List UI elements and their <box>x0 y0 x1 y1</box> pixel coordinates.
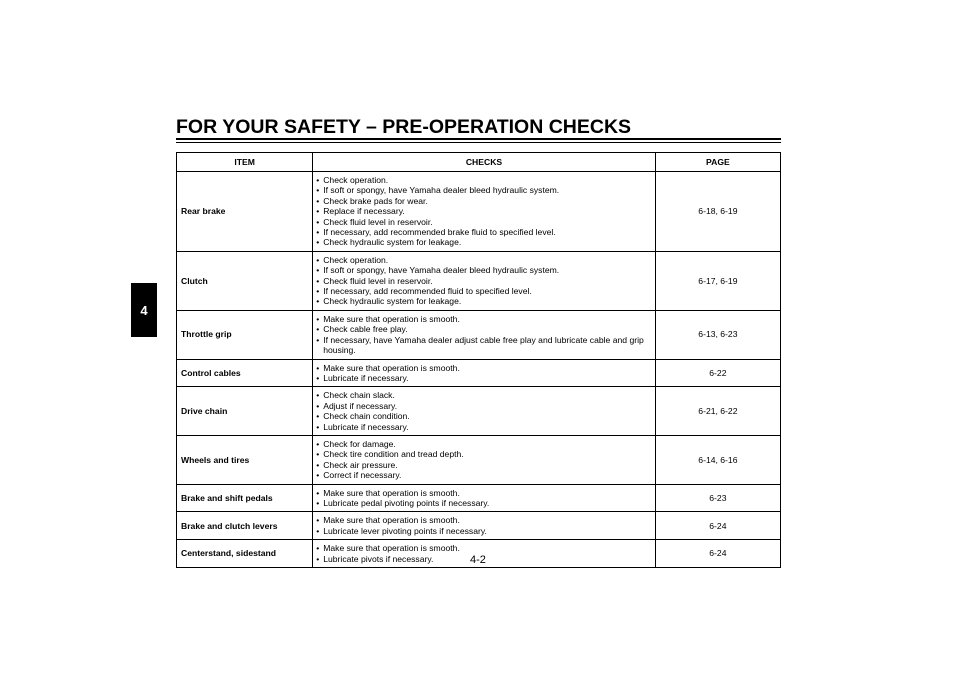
chapter-tab: 4 <box>131 283 157 337</box>
table-row <box>177 172 781 252</box>
page-ref-cell: 6-18, 6-19 <box>655 172 780 252</box>
check-list <box>316 175 651 248</box>
checks-cell <box>313 435 656 484</box>
check-item: • Check hydraulic system for leakage. <box>316 237 651 247</box>
check-item: • Make sure that operation is smooth. <box>316 314 651 324</box>
check-item: • Lubricate if necessary. <box>316 422 651 432</box>
check-list <box>316 488 651 509</box>
title-rule-thin <box>176 142 781 143</box>
page-ref-cell: 6-24 <box>655 512 780 540</box>
check-list <box>316 255 651 307</box>
check-item: • Adjust if necessary. <box>316 401 651 411</box>
check-list <box>316 439 651 481</box>
page-title: FOR YOUR SAFETY – PRE-OPERATION CHECKS <box>176 116 632 138</box>
check-item: • Check fluid level in reservoir. <box>316 276 651 286</box>
check-item: • Make sure that operation is smooth. <box>316 488 651 498</box>
check-item: • Lubricate pivots if necessary. <box>316 554 651 564</box>
title-rule-thick <box>176 138 781 140</box>
check-item: • Check air pressure. <box>316 460 651 470</box>
check-item: • Check fluid level in reservoir. <box>316 217 651 227</box>
item-cell: Rear brake <box>177 172 313 252</box>
page-number: 4-2 <box>470 554 486 566</box>
page-ref-cell: 6-22 <box>655 359 780 387</box>
page-ref-cell: 6-13, 6-23 <box>655 310 780 359</box>
check-item: • Check operation. <box>316 255 651 265</box>
item-cell: Brake and clutch levers <box>177 512 313 540</box>
check-item: • Check brake pads for wear. <box>316 196 651 206</box>
page-ref-cell: 6-23 <box>655 484 780 512</box>
check-item: • Check chain condition. <box>316 411 651 421</box>
check-item: • If necessary, add recommended fluid to specified level. <box>316 286 651 296</box>
table-row <box>177 387 781 436</box>
check-item: • Correct if necessary. <box>316 470 651 480</box>
page-ref-cell: 6-24 <box>655 540 780 568</box>
pre-operation-checks-table <box>176 152 781 568</box>
column-header-item: ITEM <box>177 153 313 172</box>
page-ref-cell: 6-21, 6-22 <box>655 387 780 436</box>
check-item: • Make sure that operation is smooth. <box>316 515 651 525</box>
table-header-row <box>177 153 781 172</box>
checks-cell <box>313 359 656 387</box>
check-list <box>316 363 651 384</box>
check-item: • Lubricate pedal pivoting points if necessary. <box>316 498 651 508</box>
checks-cell <box>313 484 656 512</box>
check-item: • Lubricate if necessary. <box>316 373 651 383</box>
item-cell: Drive chain <box>177 387 313 436</box>
item-cell: Wheels and tires <box>177 435 313 484</box>
check-item: • If necessary, have Yamaha dealer adjust cable free play and lubricate cable and grip housing. <box>316 335 651 356</box>
column-header-page: PAGE <box>655 153 780 172</box>
item-cell: Brake and shift pedals <box>177 484 313 512</box>
table-row <box>177 435 781 484</box>
check-item: • Check hydraulic system for leakage. <box>316 296 651 306</box>
check-item: • Replace if necessary. <box>316 206 651 216</box>
table-row <box>177 512 781 540</box>
check-item: • If necessary, add recommended brake fluid to specified level. <box>316 227 651 237</box>
table-row <box>177 251 781 310</box>
check-item: • Lubricate lever pivoting points if necessary. <box>316 526 651 536</box>
check-item: • Make sure that operation is smooth. <box>316 363 651 373</box>
item-cell: Clutch <box>177 251 313 310</box>
item-cell: Centerstand, sidestand <box>177 540 313 568</box>
item-cell: Throttle grip <box>177 310 313 359</box>
checks-cell <box>313 251 656 310</box>
table-row <box>177 310 781 359</box>
check-item: • Check for damage. <box>316 439 651 449</box>
table-row <box>177 484 781 512</box>
check-list <box>316 314 651 356</box>
check-item: • Check chain slack. <box>316 390 651 400</box>
check-item: • If soft or spongy, have Yamaha dealer bleed hydraulic system. <box>316 265 651 275</box>
column-header-checks: CHECKS <box>313 153 656 172</box>
item-cell: Control cables <box>177 359 313 387</box>
check-item: • Check operation. <box>316 175 651 185</box>
checks-cell <box>313 310 656 359</box>
checks-cell <box>313 172 656 252</box>
table-row <box>177 359 781 387</box>
page-ref-cell: 6-14, 6-16 <box>655 435 780 484</box>
check-list <box>316 390 651 432</box>
page-ref-cell: 6-17, 6-19 <box>655 251 780 310</box>
check-item: • Make sure that operation is smooth. <box>316 543 651 553</box>
checks-cell <box>313 387 656 436</box>
check-item: • If soft or spongy, have Yamaha dealer bleed hydraulic system. <box>316 185 651 195</box>
checks-cell <box>313 512 656 540</box>
check-list <box>316 515 651 536</box>
check-item: • Check cable free play. <box>316 324 651 334</box>
check-item: • Check tire condition and tread depth. <box>316 449 651 459</box>
